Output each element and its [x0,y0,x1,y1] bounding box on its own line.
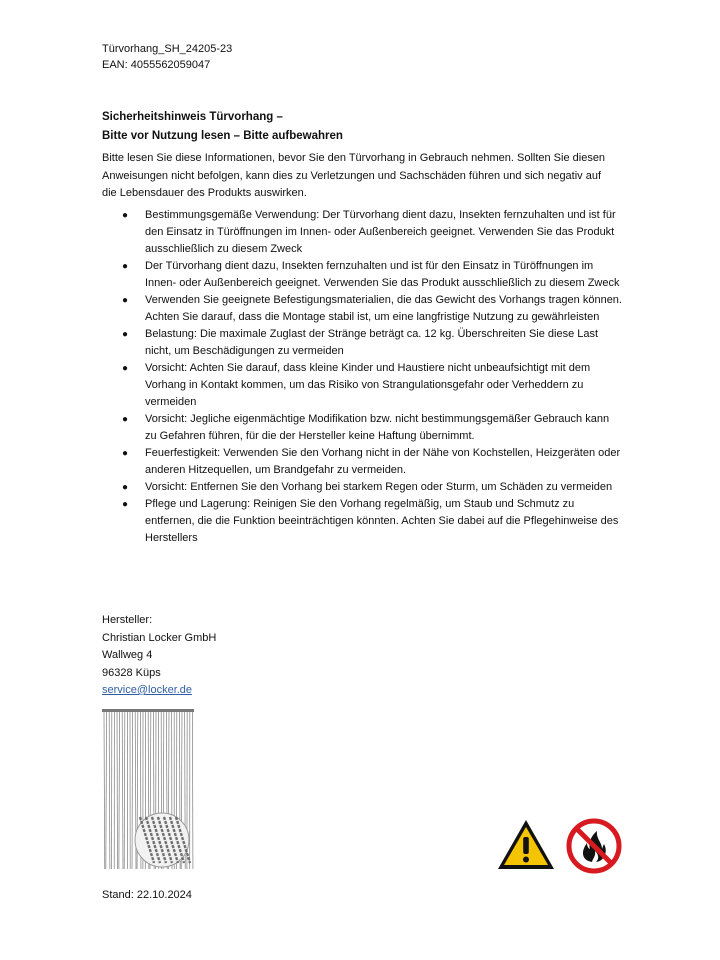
bullet-icon: ● [122,363,129,374]
bullet-icon: ● [122,414,129,425]
list-item [102,496,622,547]
warning-triangle-icon [496,818,556,872]
manufacturer-company: Christian Locker GmbH [102,631,217,644]
list-item [102,360,622,411]
ean-code: EAN: 4055562059047 [102,59,211,71]
bullet-icon: ● [122,448,129,459]
list-item-text: Vorsicht: Achten Sie darauf, dass kleine Kinder und Haustiere nicht unbeaufsichtigt mit dem Vorhang in Kontakt kommen, um das Risiko von Strangulationsgefahr oder Verheddern zu vermeiden [145,362,591,408]
list-item [102,326,622,360]
bullet-icon: ● [122,210,129,221]
list-item [102,411,622,445]
list-item-text: Vorsicht: Entfernen Sie den Vorhang bei starkem Regen oder Sturm, um Schäden zu vermeiden [145,481,613,493]
revision-date: Stand: 22.10.2024 [102,889,192,901]
document-header [102,41,232,73]
list-item-text: Feuerfestigkeit: Verwenden Sie den Vorhang nicht in der Nähe von Kochstellen, Heizgeräten oder anderen Hitzequellen, um Brandgefahr zu vermeiden. [145,447,621,476]
list-item-text: Verwenden Sie geeignete Befestigungsmaterialien, die das Gewicht des Vorhangs tragen können. Achten Sie darauf, dass die Montage stabil ist, um eine langfristige Nutzung zu gewährleisten [145,294,622,323]
list-item [102,258,622,292]
curtain-strand [106,712,107,869]
manufacturer-city: 96328 Küps [102,666,161,679]
no-open-flame-icon [566,818,622,874]
curtain-strand [109,712,110,869]
list-item-text: Vorsicht: Jegliche eigenmächtige Modifikation bzw. nicht bestimmungsgemäßer Gebrauch kann zu Gefahren führen, für die der Hersteller keine Haftung übernimmt. [145,413,610,442]
list-item-text: Pflege und Lagerung: Reinigen Sie den Vorhang regelmäßig, um Staub und Schmutz zu entfernen, die die Funktion beeinträchtigen könnten. Achten Sie dabei auf die Pflegehinweise des Herstellers [145,498,619,544]
bullet-icon: ● [122,499,129,510]
list-item [102,445,622,479]
safety-symbols [496,818,622,874]
curtain-strand [122,712,123,869]
bullet-icon: ● [122,329,129,340]
curtain-strand [104,712,105,869]
document-title [102,108,343,146]
list-item [102,479,622,496]
manufacturer-block [102,612,216,700]
safety-instructions-list [102,207,622,547]
bullet-icon: ● [122,295,129,306]
bullet-icon: ● [122,482,129,493]
intro-paragraph: Bitte lesen Sie diese Informationen, bevor Sie den Türvorhang in Gebrauch nehmen. Sollten Sie diesen Anweisungen nicht befolgen, kann dies zu Verletzungen und Sachschäden führen und sich negativ auf die Lebensdauer des Produkts auswirken. [102,152,606,199]
manufacturer-street: Wallweg 4 [102,649,153,661]
list-item [102,292,622,326]
list-item-text: Belastung: Die maximale Zuglast der Stränge beträgt ca. 12 kg. Überschreiten Sie diese Last nicht, um Beschädigungen zu vermeiden [145,328,599,357]
bullet-icon: ● [122,261,129,272]
list-item-text: Der Türvorhang dient dazu, Insekten fernzuhalten und ist für den Einsatz in Türöffnungen im Innen- oder Außenbereich geeignet. Verwenden Sie das Produkt ausschließlich zu diesem Zweck [145,260,620,289]
curtain-strand [119,712,120,869]
product-code: Türvorhang_SH_24205-23 [102,43,233,55]
list-item-text: Bestimmungsgemäße Verwendung: Der Türvorhang dient dazu, Insekten fernzuhalten und ist für den Einsatz in Türöffnungen im Innen- oder Außenbereich geeignet. Verwenden Sie das Produkt ausschließlich zu diesem Zweck [145,209,616,255]
detail-zoom-circle [135,813,189,867]
curtain-strand [124,712,125,869]
manufacturer-email-link[interactable]: service@locker.de [102,684,193,696]
manufacturer-label: Hersteller: [102,614,153,626]
curtain-strand [117,712,118,869]
curtain-strand [192,712,193,869]
curtain-product-image [102,709,194,870]
curtain-strand [132,712,133,869]
list-item [102,207,622,258]
title-line-2: Bitte vor Nutzung lesen – Bitte aufbewahren [102,130,343,142]
title-line-1: Sicherheitshinweis Türvorhang – [102,111,283,123]
